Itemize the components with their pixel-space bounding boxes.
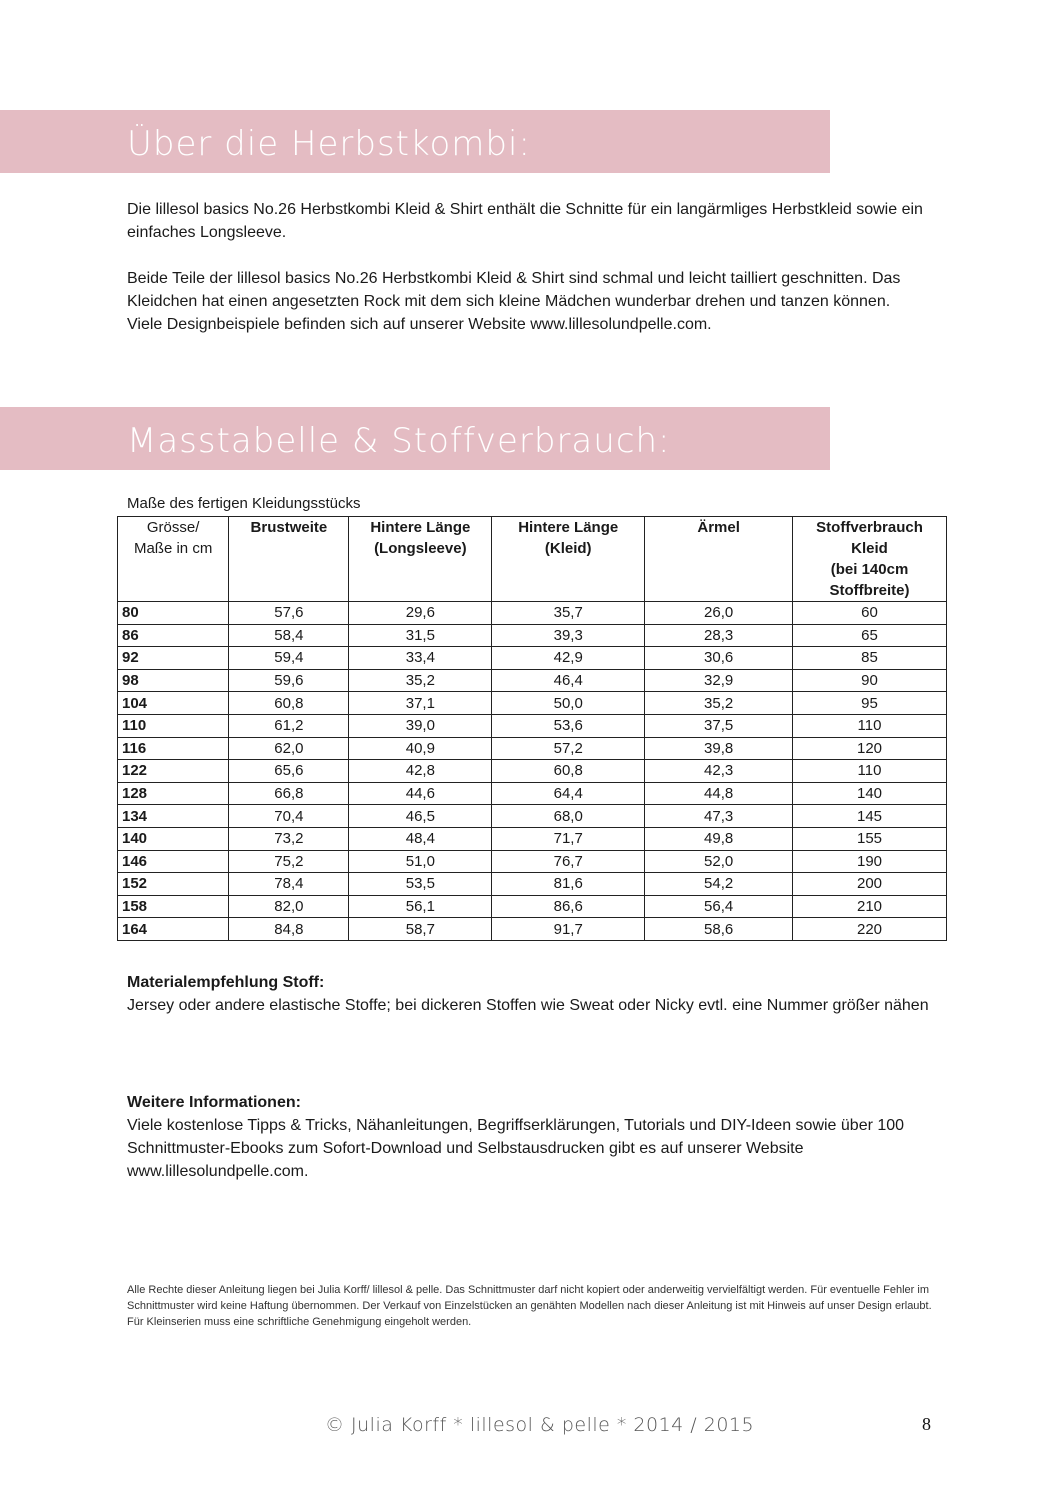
size-cell: 110: [118, 714, 229, 737]
size-cell: 140: [118, 827, 229, 850]
value-cell: 110: [793, 760, 947, 783]
paragraph-spacer: [127, 244, 947, 267]
value-cell: 95: [793, 692, 947, 715]
column-header: [645, 517, 793, 602]
value-cell: 91,7: [492, 918, 645, 941]
table-row: [118, 805, 947, 828]
value-cell: 81,6: [492, 873, 645, 896]
column-header-line: Hintere Länge: [370, 519, 471, 536]
column-header: [492, 517, 645, 602]
value-cell: 86,6: [492, 895, 645, 918]
value-cell: 53,5: [349, 873, 492, 896]
value-cell: 42,9: [492, 647, 645, 670]
value-cell: 75,2: [229, 850, 349, 873]
table-row: [118, 873, 947, 896]
value-cell: 30,6: [645, 647, 793, 670]
value-cell: 140: [793, 782, 947, 805]
value-cell: 58,6: [645, 918, 793, 941]
value-cell: 60: [793, 602, 947, 625]
size-table: [117, 516, 947, 941]
table-caption: Maße des fertigen Kleidungsstücks: [127, 495, 361, 512]
value-cell: 44,6: [349, 782, 492, 805]
value-cell: 59,6: [229, 669, 349, 692]
value-cell: 66,8: [229, 782, 349, 805]
column-header-line: (Kleid): [544, 540, 592, 557]
page-number: 8: [922, 1414, 931, 1434]
value-cell: 32,9: [645, 669, 793, 692]
value-cell: 57,2: [492, 737, 645, 760]
intro-text: [127, 198, 947, 336]
value-cell: 53,6: [492, 714, 645, 737]
value-cell: 48,4: [349, 827, 492, 850]
size-cell: 164: [118, 918, 229, 941]
value-cell: 44,8: [645, 782, 793, 805]
value-cell: 26,0: [645, 602, 793, 625]
table-row: [118, 760, 947, 783]
value-cell: 33,4: [349, 647, 492, 670]
column-header-line: Grösse/: [146, 519, 200, 536]
column-header-line: Ärmel: [697, 519, 740, 536]
size-cell: 134: [118, 805, 229, 828]
section-heading: Masstabelle & Stoffverbrauch:: [127, 421, 671, 461]
section-banner-herbstkombi: [0, 110, 830, 173]
value-cell: 35,2: [349, 669, 492, 692]
size-cell: 158: [118, 895, 229, 918]
column-header: [229, 517, 349, 602]
size-cell: 116: [118, 737, 229, 760]
table-row: [118, 714, 947, 737]
value-cell: 40,9: [349, 737, 492, 760]
value-cell: 31,5: [349, 624, 492, 647]
column-header-line: (Longsleeve): [374, 540, 467, 557]
value-cell: 78,4: [229, 873, 349, 896]
size-cell: 92: [118, 647, 229, 670]
value-cell: 39,0: [349, 714, 492, 737]
table-row: [118, 895, 947, 918]
value-cell: 62,0: [229, 737, 349, 760]
value-cell: 35,2: [645, 692, 793, 715]
table-row: [118, 918, 947, 941]
value-cell: 35,7: [492, 602, 645, 625]
value-cell: 82,0: [229, 895, 349, 918]
value-cell: 52,0: [645, 850, 793, 873]
value-cell: 65,6: [229, 760, 349, 783]
value-cell: 120: [793, 737, 947, 760]
column-header-line: Hintere Länge: [518, 519, 619, 536]
value-cell: 61,2: [229, 714, 349, 737]
table-row: [118, 692, 947, 715]
table-body: [118, 602, 947, 941]
value-cell: 200: [793, 873, 947, 896]
column-header-line: Maße in cm: [133, 540, 213, 557]
value-cell: 68,0: [492, 805, 645, 828]
value-cell: 42,3: [645, 760, 793, 783]
column-header-line: Stoffbreite): [829, 582, 910, 599]
column-header-line: Brustweite: [250, 519, 328, 536]
table-row: [118, 624, 947, 647]
legal-notice: Alle Rechte dieser Anleitung liegen bei Julia Korff/ lillesol & pelle. Das Schnittmuster darf nicht kopiert oder anderweitig vervielfältigt werden. Für eventuelle Fehler im Schnittmuster wird keine Haftung übernommen. Der Verkauf von Einzelstücken an genähten Modellen nach dieser Anleitung ist mit Hinweis auf unser Design erlaubt. Für Kleinserien muss eine schriftliche Genehmigung eingeholt werden.: [127, 1284, 932, 1328]
table-row: [118, 602, 947, 625]
column-header: [793, 517, 947, 602]
column-header-line: Kleid: [851, 540, 888, 557]
value-cell: 60,8: [229, 692, 349, 715]
value-cell: 56,1: [349, 895, 492, 918]
table-row: [118, 737, 947, 760]
material-section: [127, 971, 947, 1017]
column-header-line: Stoffverbrauch: [816, 519, 923, 536]
value-cell: 29,6: [349, 602, 492, 625]
footer-copyright: © Julia Korff * lillesol & pelle * 2014 / 2015: [325, 1414, 755, 1436]
value-cell: 85: [793, 647, 947, 670]
value-cell: 39,3: [492, 624, 645, 647]
section-banner-masstabelle: [0, 407, 830, 470]
value-cell: 145: [793, 805, 947, 828]
value-cell: 57,6: [229, 602, 349, 625]
size-cell: 128: [118, 782, 229, 805]
value-cell: 190: [793, 850, 947, 873]
size-cell: 80: [118, 602, 229, 625]
info-section: [127, 1091, 947, 1183]
intro-paragraph: Beide Teile der lillesol basics No.26 Herbstkombi Kleid & Shirt sind schmal und leicht tailliert geschnitten. Das Kleidchen hat einen angesetzten Rock mit dem sich kleine Mädchen wunderbar drehen und tanzen können.: [127, 270, 901, 310]
value-cell: 54,2: [645, 873, 793, 896]
value-cell: 37,1: [349, 692, 492, 715]
size-cell: 146: [118, 850, 229, 873]
table-row: [118, 827, 947, 850]
value-cell: 155: [793, 827, 947, 850]
table-row: [118, 669, 947, 692]
value-cell: 47,3: [645, 805, 793, 828]
value-cell: 220: [793, 918, 947, 941]
table-row: [118, 850, 947, 873]
value-cell: 42,8: [349, 760, 492, 783]
value-cell: 51,0: [349, 850, 492, 873]
value-cell: 59,4: [229, 647, 349, 670]
value-cell: 90: [793, 669, 947, 692]
value-cell: 110: [793, 714, 947, 737]
value-cell: 70,4: [229, 805, 349, 828]
size-cell: 98: [118, 669, 229, 692]
size-cell: 122: [118, 760, 229, 783]
material-text: Jersey oder andere elastische Stoffe; bei dickeren Stoffen wie Sweat oder Nicky evtl. eine Nummer größer nähen: [127, 997, 929, 1014]
size-cell: 152: [118, 873, 229, 896]
column-header: [118, 517, 229, 602]
value-cell: 64,4: [492, 782, 645, 805]
material-heading: Materialempfehlung Stoff:: [127, 974, 325, 991]
value-cell: 71,7: [492, 827, 645, 850]
table-row: [118, 647, 947, 670]
value-cell: 50,0: [492, 692, 645, 715]
table-row: [118, 782, 947, 805]
value-cell: 58,4: [229, 624, 349, 647]
info-text: Viele kostenlose Tipps & Tricks, Nähanleitungen, Begriffserklärungen, Tutorials und DIY-Ideen sowie über 100 Schnittmuster-Ebooks zum Sofort-Download und Selbstausdrucken gibt es auf unserer Website www.lillesolundpelle.com.: [127, 1117, 905, 1180]
value-cell: 73,2: [229, 827, 349, 850]
column-header: [349, 517, 492, 602]
table-header-row: [118, 517, 947, 602]
value-cell: 60,8: [492, 760, 645, 783]
value-cell: 76,7: [492, 850, 645, 873]
value-cell: 49,8: [645, 827, 793, 850]
value-cell: 84,8: [229, 918, 349, 941]
info-heading: Weitere Informationen:: [127, 1094, 301, 1111]
value-cell: 210: [793, 895, 947, 918]
value-cell: 46,5: [349, 805, 492, 828]
size-cell: 86: [118, 624, 229, 647]
intro-paragraph: Viele Designbeispiele befinden sich auf unserer Website www.lillesolundpelle.com.: [127, 316, 712, 333]
value-cell: 65: [793, 624, 947, 647]
value-cell: 46,4: [492, 669, 645, 692]
section-heading: Über die Herbstkombi:: [127, 124, 531, 164]
size-cell: 104: [118, 692, 229, 715]
value-cell: 28,3: [645, 624, 793, 647]
value-cell: 58,7: [349, 918, 492, 941]
column-header-line: (bei 140cm: [830, 561, 909, 578]
intro-paragraph: Die lillesol basics No.26 Herbstkombi Kleid & Shirt enthält die Schnitte für ein langärmliges Herbstkleid sowie ein einfaches Longsleeve.: [127, 201, 923, 241]
value-cell: 37,5: [645, 714, 793, 737]
value-cell: 56,4: [645, 895, 793, 918]
value-cell: 39,8: [645, 737, 793, 760]
